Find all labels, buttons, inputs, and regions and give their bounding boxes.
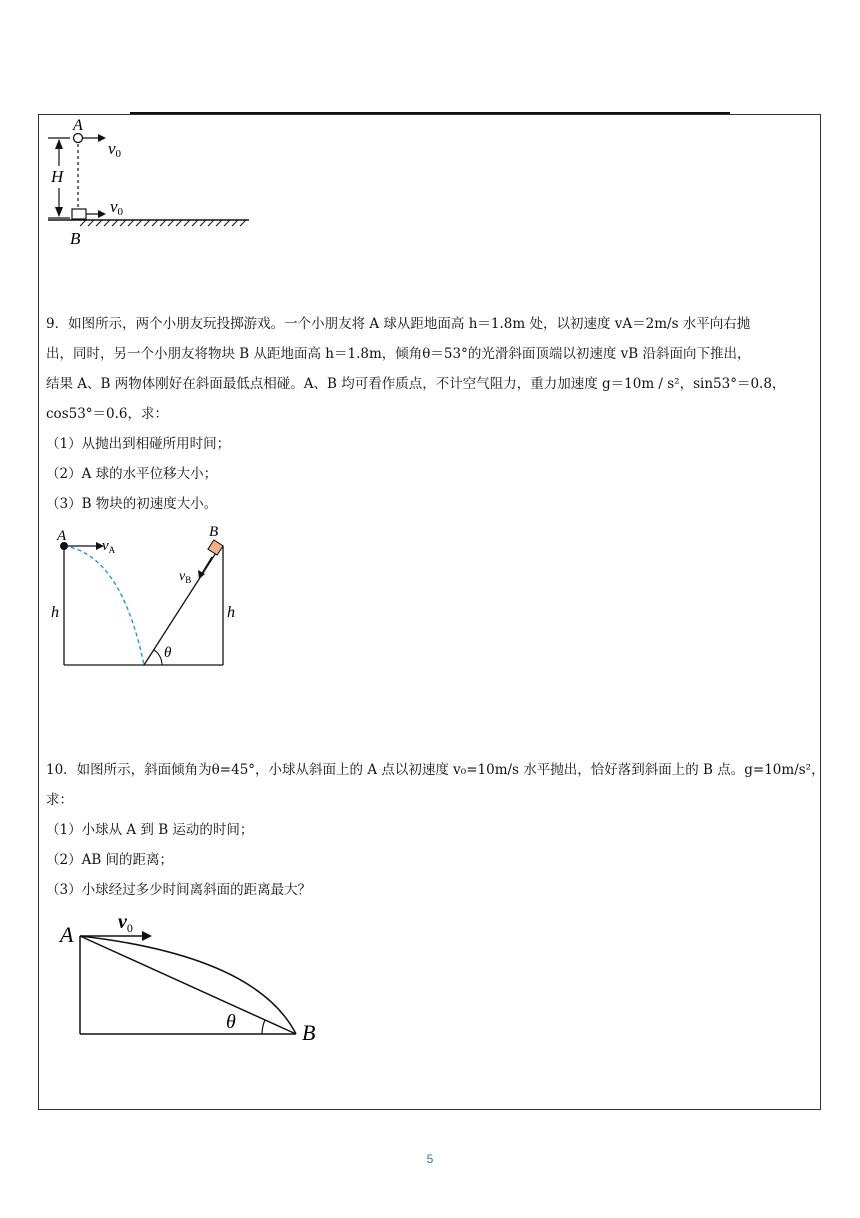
q9-sub-2: （2）A 球的水平位移大小； <box>46 466 218 482</box>
q9-label-vB: $v_B$ <box>179 569 192 585</box>
q10-label-B: B <box>302 1020 316 1045</box>
label-H: H <box>51 167 64 186</box>
q10-sub-2: （2）AB 间的距离； <box>46 852 174 868</box>
q9-line-4: cos53°＝0.6，求： <box>46 406 169 422</box>
q10-sub-1: （1）小球从 A 到 B 运动的时间； <box>46 822 254 838</box>
q9-label-A: A <box>57 528 67 544</box>
q9-sub-3: （3）B 物块的初速度大小。 <box>46 496 218 512</box>
q9-label-B: B <box>209 524 219 540</box>
q10-line-2: 求： <box>46 792 73 808</box>
q9-line-1: 9．如图所示，两个小朋友玩投掷游戏。一个小朋友将 A 球从距地面高 h＝1.8m 处，以初速度 vA＝2m/s 水平向右抛 <box>46 316 751 332</box>
q10-line-1: 10．如图所示，斜面倾角为θ=45°，小球从斜面上的 A 点以初速度 v₀=10m/s 水平抛出，恰好落到斜面上的 B 点。g=10m/s²， <box>46 762 825 778</box>
q9-label-h-left: h <box>51 604 59 621</box>
label-v0-bottom: v0 <box>110 197 124 218</box>
q9-sub-1: （1）从抛出到相碰所用时间； <box>46 436 231 452</box>
q10-sub-3: （3）小球经过多少时间离斜面的距离最大？ <box>46 882 312 898</box>
label-B: B <box>70 229 81 248</box>
q9-line-3: 结果 A、B 两物体刚好在斜面最低点相碰。A、B 均可看作质点，不计空气阻力，重力加速度 g＝10m / s²，sin53°＝0.8， <box>46 376 786 392</box>
figure-q10-incline <box>56 906 326 1048</box>
question-10 <box>46 755 825 905</box>
page-number: 5 <box>426 1152 434 1166</box>
q9-line-2: 出，同时，另一个小朋友将物块 B 从距地面高 h＝1.8m，倾角θ＝53°的光滑斜面顶端以初速度 vB 沿斜面向下推出， <box>46 346 751 362</box>
figure-top-fall-diagram <box>44 116 254 248</box>
q9-label-vA: $v_A$ <box>102 538 116 555</box>
question-9 <box>46 309 816 519</box>
q10-label-theta: θ <box>226 1011 236 1033</box>
q10-label-A: A <box>60 922 74 947</box>
q9-label-h-right: h <box>227 604 235 621</box>
figure-q9-incline <box>46 524 246 670</box>
label-A: A <box>73 117 83 134</box>
q9-label-theta: θ <box>164 645 172 661</box>
label-v0-top: v0 <box>108 139 122 160</box>
q10-label-v0: $v_0$ <box>118 911 133 935</box>
